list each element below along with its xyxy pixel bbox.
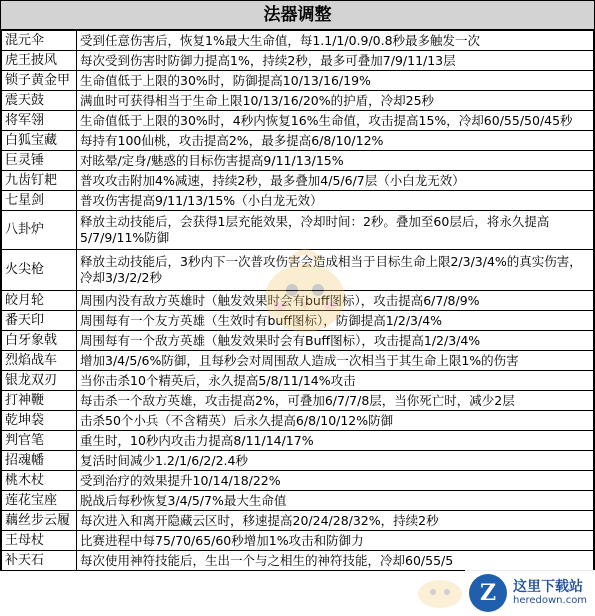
- artifact-name: 判官笔: [2, 431, 77, 451]
- artifact-effect: 对眩晕/定身/魅惑的目标伤害提高9/11/13/15%: [77, 151, 594, 171]
- table-row: [2, 411, 594, 431]
- artifact-name: 补天石: [2, 551, 77, 571]
- page-title: 法器调整: [1, 0, 594, 30]
- artifact-name: 藕丝步云履: [2, 511, 77, 531]
- artifact-name: 王母杖: [2, 531, 77, 551]
- artifact-effect: 脱战后每秒恢复3/4/5/7%最大生命值: [77, 491, 594, 511]
- artifact-effect: 复活时间减少1.2/1/6/2/2.4秒: [77, 451, 594, 471]
- artifact-name: 打神鞭: [2, 391, 77, 411]
- table-row: [2, 391, 594, 411]
- artifact-effect: 周围每有一个敌方英雄（触发效果时会有Buff图标），攻击提高1/2/3/4%: [77, 331, 594, 351]
- table-row: [2, 111, 594, 131]
- table-row: [2, 31, 594, 51]
- table-row: [2, 71, 594, 91]
- table-row: [2, 551, 594, 571]
- artifact-effect: 满血时可获得相当于生命上限10/13/16/20%的护盾，冷却25秒: [77, 91, 594, 111]
- artifact-effect: 受到任意伤害后，恢复1%最大生命值，每1.1/1/0.9/0.8秒最多触发一次: [77, 31, 594, 51]
- artifact-effect: 受到治疗的效果提升10/14/18/22%: [77, 471, 594, 491]
- site-logo-icon: Z: [469, 574, 507, 612]
- artifact-effect: 当你击杀10个精英后，永久提高5/8/11/14%攻击: [77, 371, 594, 391]
- artifact-effect: 普攻攻击附加4%减速，持续2秒，最多叠加4/5/6/7层（小白龙无效）: [77, 171, 594, 191]
- artifact-effect: 生命值低于上限的30%时，防御提高10/13/16/19%: [77, 71, 594, 91]
- table-row: [2, 311, 594, 331]
- table-row: [2, 491, 594, 511]
- artifact-effect: 每击杀一个敌方英雄，攻击提高2%，可叠加6/7/7/8层，当你死亡时，减少2层: [77, 391, 594, 411]
- artifact-effect: 生命值低于上限的30%时，4秒内恢复16%生命值，攻击提高15%，冷却60/55/50/45秒: [77, 111, 594, 131]
- artifact-name: 烈焰战车: [2, 351, 77, 371]
- artifact-effect: 周围内没有敌方英雄时（触发效果时会有buff图标），攻击提高6/7/8/9%: [77, 291, 594, 311]
- table-row: [2, 471, 594, 491]
- artifact-effect: 比赛进程中每75/70/65/60秒增加1%攻击和防御力: [77, 531, 594, 551]
- site-name: 这里下载站: [513, 578, 583, 595]
- artifact-effect: 增加3/4/5/6%防御，且每秒会对周围敌人造成一次相当于其生命上限1%的伤害: [77, 351, 594, 371]
- site-brand[interactable]: [465, 570, 595, 616]
- artifact-name: 虎王披风: [2, 51, 77, 71]
- artifact-table: [1, 30, 594, 571]
- artifact-name: 桃木杖: [2, 471, 77, 491]
- artifact-effect: 释放主动技能后，会获得1层充能效果，冷却时间：2秒。叠加至60层后，将永久提高5/7/9/11%防御: [77, 211, 594, 250]
- artifact-name: 招魂幡: [2, 451, 77, 471]
- artifact-effect: 每次使用神符技能后，生出一个与之相生的神符技能，冷却60/55/5: [77, 551, 594, 571]
- table-row: [2, 431, 594, 451]
- site-url: heredown.com: [513, 595, 588, 607]
- artifact-effect: 每持有100仙桃，攻击提高2%，最多提高6/8/10/12%: [77, 131, 594, 151]
- artifact-name: 乾坤袋: [2, 411, 77, 431]
- table-row: [2, 171, 594, 191]
- artifact-name: 八卦炉: [2, 211, 77, 250]
- table-row: [2, 511, 594, 531]
- table-row: [2, 211, 594, 250]
- artifact-effect: 重生时，10秒内攻击力提高8/11/14/17%: [77, 431, 594, 451]
- artifact-name: 七星剑: [2, 191, 77, 211]
- table-row: [2, 131, 594, 151]
- table-row: [2, 451, 594, 471]
- table-row: [2, 331, 594, 351]
- artifact-effect: 普攻伤害提高9/11/13/15%（小白龙无效）: [77, 191, 594, 211]
- artifact-name: 莲花宝座: [2, 491, 77, 511]
- table-row: [2, 51, 594, 71]
- artifact-name: 番天印: [2, 311, 77, 331]
- artifact-name: 火尖枪: [2, 250, 77, 291]
- artifact-name: 巨灵锤: [2, 151, 77, 171]
- artifact-effect: 击杀50个小兵（不含精英）后永久提高6/8/10/12%防御: [77, 411, 594, 431]
- artifact-name: 震天鼓: [2, 91, 77, 111]
- artifact-effect: 释放主动技能后，3秒内下一次普攻伤害会造成相当于目标生命上限2/3/3/4%的真实伤害，冷却3/3/2/2秒: [77, 250, 594, 291]
- table-row: [2, 91, 594, 111]
- artifact-name: 白牙象戟: [2, 331, 77, 351]
- artifact-name: 混元伞: [2, 31, 77, 51]
- table-row: [2, 351, 594, 371]
- table-row: [2, 291, 594, 311]
- artifact-name: 九齿钉耙: [2, 171, 77, 191]
- table-row: [2, 531, 594, 551]
- artifact-name: 银龙双刃: [2, 371, 77, 391]
- table-row: [2, 250, 594, 291]
- artifact-name: 皎月轮: [2, 291, 77, 311]
- table-row: [2, 191, 594, 211]
- artifact-effect: 每次受到伤害时防御力提高1%，持续2秒，最多可叠加7/9/11/13层: [77, 51, 594, 71]
- mascot-ghost-icon: [410, 570, 470, 610]
- artifact-effect: 周围每有一个友方英雄（生效时有buff图标），防御提高1/2/3/4%: [77, 311, 594, 331]
- artifact-name: 将军翎: [2, 111, 77, 131]
- artifact-name: 白狐宝藏: [2, 131, 77, 151]
- artifact-effect: 每次进入和离开隐藏云区时，移速提高20/24/28/32%，持续2秒: [77, 511, 594, 531]
- artifact-name: 锁子黄金甲: [2, 71, 77, 91]
- table-row: [2, 371, 594, 391]
- table-row: [2, 151, 594, 171]
